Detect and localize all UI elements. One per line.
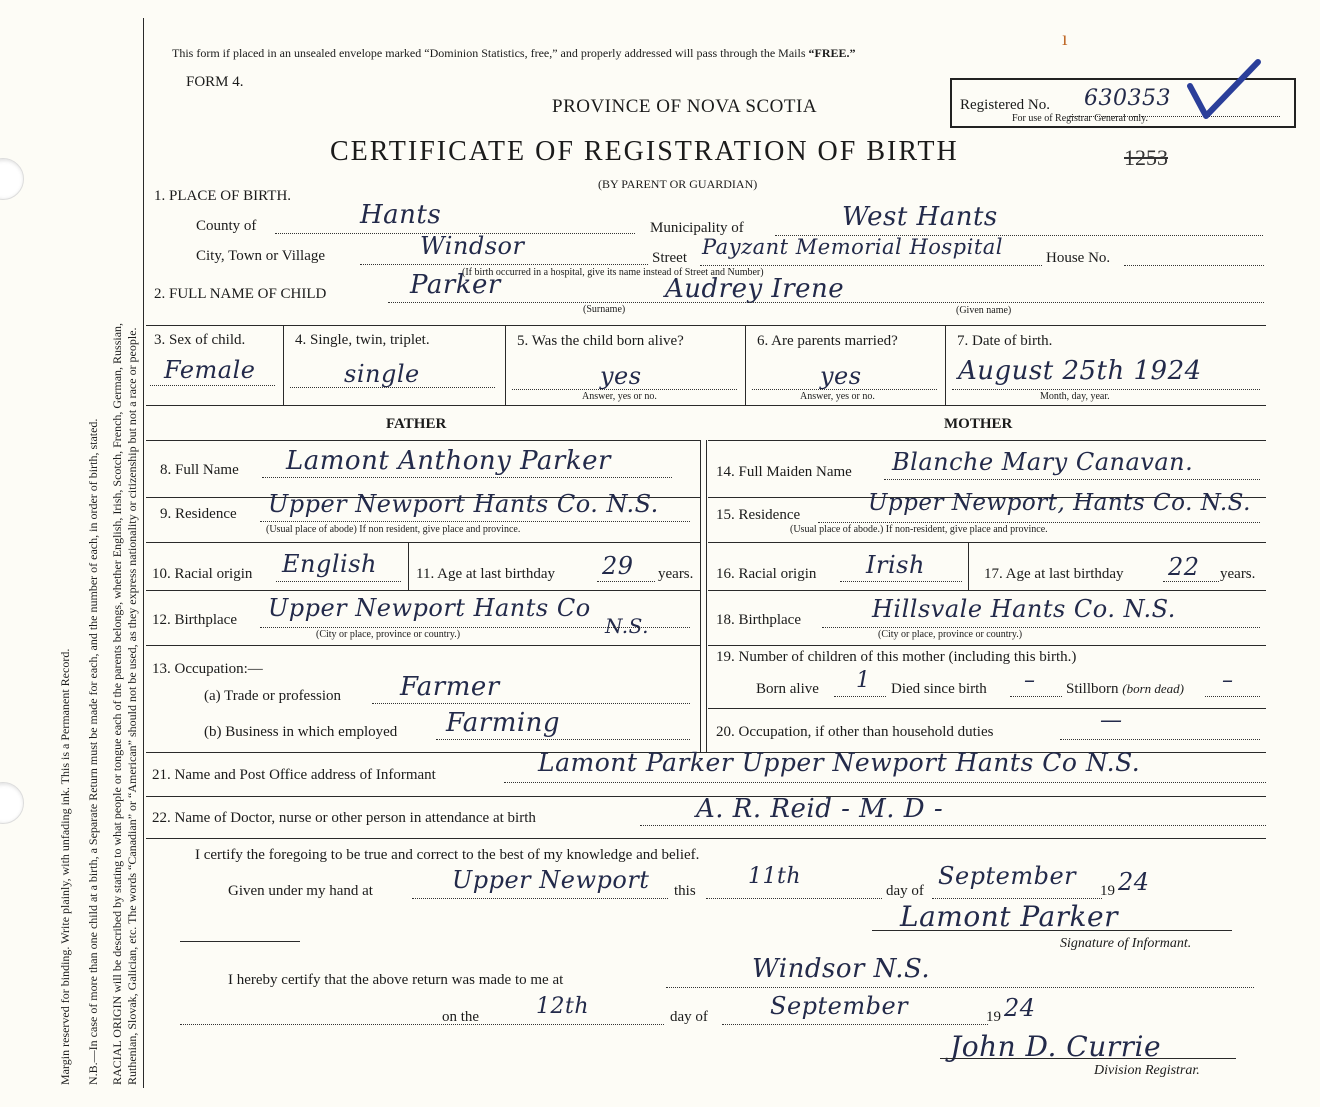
married-caption: Answer, yes or no. [800,391,875,402]
father-birthplace-value: Upper Newport Hants Co [268,594,591,622]
margin-note-2: N.B.—In case of more than one child at a birth, a Separate Return must be made for each, and the number of each, in order of birth, stated. [86,418,100,1085]
trade-value: Farmer [400,672,500,702]
married-label: 6. Are parents married? [757,333,898,349]
informant-value: Lamont Parker Upper Newport Hants Co N.S. [538,748,1141,777]
mother-years: years. [1220,566,1256,582]
county-value: Hants [360,200,442,230]
registrar-on-the: on the [442,1009,480,1025]
registrar-caption: Division Registrar. [1094,1063,1200,1078]
certify-year-suffix: 24 [1118,868,1150,896]
stillborn-value: – [1222,668,1234,693]
registrar-year-suffix: 24 [1004,994,1036,1022]
father-name-value: Lamont Anthony Parker [286,446,611,476]
registered-value: 630353 [1084,86,1171,111]
child-given-name: Audrey Irene [665,274,845,304]
check-mark-icon [1186,56,1266,126]
father-birthplace-label: 12. Birthplace [152,612,237,628]
side-number: 1253 [1124,145,1168,170]
father-racial-value: English [282,550,377,578]
dob-label: 7. Date of birth. [957,333,1053,349]
child-name-label: 2. FULL NAME OF CHILD [154,286,327,302]
registrar-use-note: For use of Registrar General only. [1012,113,1148,124]
mother-racial-label: 16. Racial origin [716,566,817,582]
mother-birthplace-value: Hillsvale Hants Co. N.S. [872,595,1176,623]
mother-birthplace-caption: (City or place, province or country.) [878,629,1023,640]
margin-rule [143,18,144,1088]
mother-residence-caption: (Usual place of abode.) If non-resident, give place and province. [790,524,1048,535]
registrar-year-prefix: 19 [986,1009,1001,1025]
father-birthplace-value-2: N.S. [605,614,649,638]
registrar-day-of: day of [670,1009,708,1025]
place-heading: 1. PLACE OF BIRTH. [154,188,292,204]
given-place-value: Upper Newport [452,866,650,894]
registrar-statement: I hereby certify that the above return was made to me at [228,972,564,988]
stillborn-note: (born dead) [1122,681,1185,696]
mother-residence-label: 15. Residence [716,507,801,523]
father-residence-label: 9. Residence [160,506,237,522]
alive-value: yes [600,362,642,390]
dob-value: August 25th 1924 [958,356,1202,386]
mother-age-value: 22 [1168,553,1200,581]
mother-age-label: 17. Age at last birthday [984,566,1124,582]
child-surname: Parker [410,270,501,300]
binding-hole-bottom [0,782,24,824]
corner-tick: ı [1062,28,1068,50]
stillborn-label-text: Stillborn [1066,681,1119,697]
certify-statement: I certify the foregoing to be true and correct to the best of my knowledge and belief. [195,847,700,863]
father-age-value: 29 [602,552,634,580]
certify-day-of: day of [886,883,924,899]
born-alive-label: Born alive [756,681,819,697]
father-birthplace-caption: (City or place, province or country.) [316,629,461,640]
hospital-note: (If birth occurred in a hospital, give its name instead of Street and Number) [462,267,764,278]
business-label: (b) Business in which employed [204,724,398,740]
mail-notice-free: “FREE.” [808,46,856,60]
registered-label: Registered No. [960,97,1050,113]
city-value: Windsor [420,232,525,260]
registrar-place-value: Windsor N.S. [752,954,931,984]
informant-label: 21. Name and Post Office address of Informant [152,767,436,783]
business-value: Farming [446,708,561,738]
mother-residence-value: Upper Newport, Hants Co. N.S. [868,490,1251,516]
certificate-subtitle: (BY PARENT OR GUARDIAN) [598,177,758,191]
registrar-signature: John D. Currie [950,1030,1162,1063]
mother-birthplace-label: 18. Birthplace [716,612,801,628]
margin-note-1: Margin reserved for binding. Write plainly, with unfading ink. This is a Permanent Record. [58,648,72,1085]
municipality-label: Municipality of [650,220,744,236]
mother-name-label: 14. Full Maiden Name [716,464,852,480]
died-label: Died since birth [891,681,987,697]
binding-hole-top [0,158,24,200]
father-residence-caption: (Usual place of abode) If non resident, give place and province. [266,524,521,535]
stillborn-label [1066,681,1184,698]
alive-caption: Answer, yes or no. [582,391,657,402]
trade-label: (a) Trade or profession [204,688,342,704]
street-value: Payzant Memorial Hospital [702,235,1004,259]
certify-month-value: September [938,862,1077,890]
form-number: FORM 4. [186,74,244,90]
father-years: years. [658,566,694,582]
father-racial-label: 10. Racial origin [152,566,253,582]
mother-heading: MOTHER [944,416,1013,432]
certify-day-value: 11th [748,864,802,889]
house-label: House No. [1046,250,1111,266]
children-label: 19. Number of children of this mother (including this birth.) [716,649,1077,665]
mother-occupation-value: — [1100,708,1123,733]
plurality-label: 4. Single, twin, triplet. [295,332,430,348]
mother-occupation-label: 20. Occupation, if other than household duties [716,724,994,740]
registrar-day-value: 12th [536,994,590,1019]
born-alive-value: 1 [856,668,871,693]
margin-note-4: Ruthenian, Slovak, Galician, etc. The words “Canadian” or “American” should not be used, as they express nationality or citizenship but not a race or people. [125,327,139,1085]
sex-label: 3. Sex of child. [154,332,246,348]
married-value: yes [820,362,862,390]
dob-caption: Month, day, year. [1040,391,1110,402]
doctor-value: A. R. Reid - M. D - [696,794,944,824]
certificate-title: CERTIFICATE OF REGISTRATION OF BIRTH [330,136,959,167]
margin-note-3: RACIAL ORIGIN will be described by stating to what people or tongue each of the parents belongs, whether English, Irish, Scotch, French, German, Russian, [110,322,124,1085]
informant-signature-caption: Signature of Informant. [1060,936,1192,951]
province-heading: PROVINCE OF NOVA SCOTIA [552,96,818,117]
municipality-value: West Hants [842,202,998,232]
father-residence-value: Upper Newport Hants Co. N.S. [268,490,659,518]
mother-racial-value: Irish [866,551,925,579]
mail-notice [172,46,856,61]
mother-name-value: Blanche Mary Canavan. [892,448,1194,476]
street-label: Street [652,250,687,266]
given-under-label: Given under my hand at [228,883,373,899]
certify-year-prefix: 19 [1100,883,1115,899]
died-value: – [1024,668,1036,693]
city-label: City, Town or Village [196,248,326,264]
father-heading: FATHER [386,416,447,432]
father-name-label: 8. Full Name [160,462,239,478]
sex-value: Female [164,356,256,384]
father-age-label: 11. Age at last birthday [416,566,555,582]
occupation-heading: 13. Occupation:— [152,661,263,677]
registrar-month-value: September [770,992,909,1020]
this-label: this [674,883,696,899]
alive-label: 5. Was the child born alive? [517,333,684,349]
plurality-value: single [344,360,420,388]
mail-notice-text: This form if placed in an unsealed envelope marked “Dominion Statistics, free,” and properly addressed will pass through the Mails [172,46,806,60]
county-label: County of [196,218,257,234]
given-caption: (Given name) [956,305,1012,316]
surname-caption: (Surname) [583,304,626,315]
doctor-label: 22. Name of Doctor, nurse or other person in attendance at birth [152,810,536,826]
informant-signature: Lamont Parker [900,900,1118,933]
